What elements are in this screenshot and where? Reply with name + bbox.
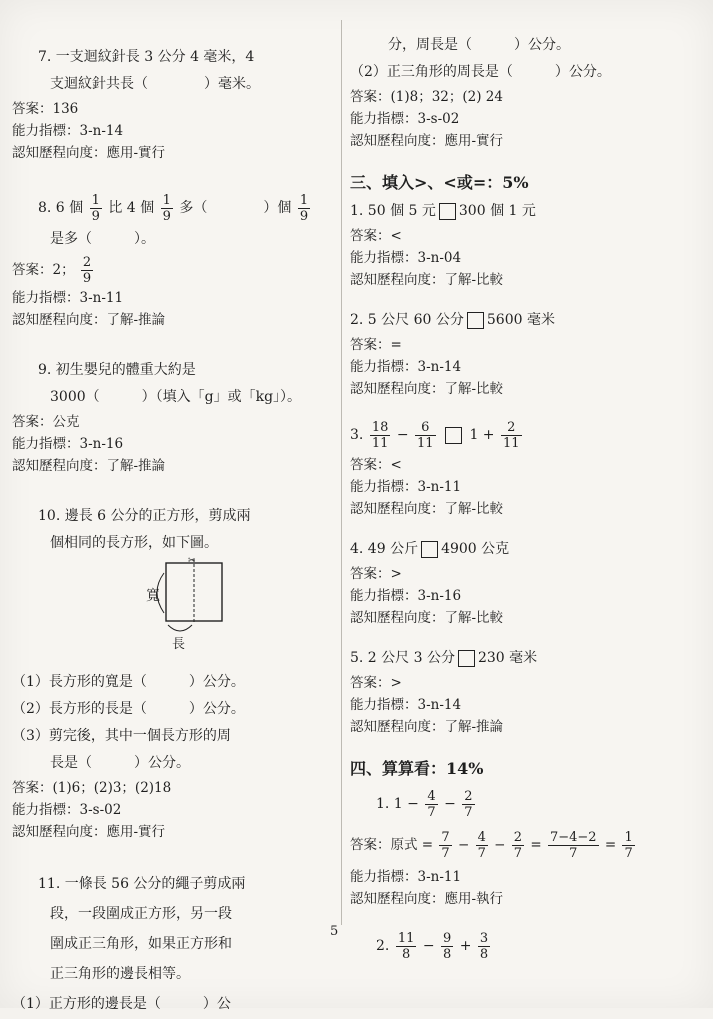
q10-sub1: （1）長方形的寬是（ ）公分。 [12,674,245,690]
q8-line2: 是多（ ）。 [50,231,155,247]
answer-box[interactable] [458,650,475,667]
q11-line4: 正三角形的邊長相等。 [50,966,190,982]
q7-cognition: 認知歷程向度：應用-實行 [12,145,166,161]
calc-1 [350,784,695,910]
fraction-4-7: $\frac{4}{7}$ [477,830,486,861]
f2-cognition: 認知歷程向度：了解-比較 [350,381,504,397]
f1-cognition: 認知歷程向度：了解-比較 [350,272,504,288]
question-11 [12,869,334,1019]
q10-sub2: （2）長方形的長是（ ）公分。 [12,701,245,717]
question-9 [12,357,334,477]
fraction-6-11: $\frac{6}{11}$ [417,419,434,451]
f1-answer: 答案：< [350,228,402,244]
q10-line1: 10. 邊長 6 公分的正方形，剪成兩 [38,508,251,524]
q11-cognition: 認知歷程向度：應用-實行 [350,133,504,149]
section-4-title: 四、算算看：14% [350,759,484,778]
answer-box[interactable] [467,312,484,329]
fraction-7-7: $\frac{7}{7}$ [441,830,450,861]
svg-text:✂: ✂ [188,557,196,566]
q9-cognition: 認知歷程向度：了解-推論 [12,458,166,474]
q10-line2: 個相同的長方形，如下圖。 [50,535,218,551]
f2-answer: 答案：= [350,337,402,353]
f2-indicator: 能力指標：3-n-14 [350,359,462,375]
q11-cont-line1: 分，周長是（ ）公分。 [388,37,570,53]
c1-question: 1. 1 − $\frac{4}{7}$ − $\frac{2}{7}$ [376,788,473,820]
f3-question: 3. $\frac{18}{11}$ − $\frac{6}{11}$ 1 + $\frac{2}{11}$ [350,419,520,451]
q11-answer: 答案：(1)8；32；(2) 24 [350,89,503,105]
q11-line3: 圍成正三角形，如果正方形和 [50,936,232,952]
label-length: 長 [172,637,186,652]
fraction-expression: $\frac{7-4-2}{7}$ [549,830,597,861]
fraction-one-ninth: $\frac{1}{9}$ [162,192,171,224]
f3-answer: 答案：< [350,457,402,473]
q9-answer: 答案：公克 [12,414,80,430]
q8-line1: 8. 6 個 $\frac{1}{9}$ 比 4 個 $\frac{1}{9}$ 多（ ）個 $\frac{1}{9}$ [38,192,309,224]
f3-cognition: 認知歷程向度：了解-比較 [350,501,504,517]
question-11-continued [350,32,695,152]
q11-cont-line2: （2）正三角形的周長是（ ）公分。 [350,64,611,80]
f4-indicator: 能力指標：3-n-16 [350,588,462,604]
c1-indicator: 能力指標：3-n-11 [350,869,462,885]
c2-question: 2. $\frac{11}{8}$ − $\frac{9}{8}$ + $\frac{3}{8}$ [376,930,489,962]
f4-answer: 答案：> [350,566,402,582]
question-10 [12,503,334,843]
c1-cognition: 認知歷程向度：應用-執行 [350,891,504,907]
answer-box[interactable] [439,203,456,220]
f5-cognition: 認知歷程向度：了解-推論 [350,719,504,735]
q7-answer: 答案：136 [12,101,79,117]
left-column [12,44,334,1019]
c1-answer: 答案：原式 = $\frac{7}{7}$ − $\frac{4}{7}$ − $\frac{2}{7}$ = $\frac{7-4-2}{7}$ = $\frac{1}{7}$ [350,830,633,861]
fill-3 [350,416,695,520]
q9-line2: 3000（ ）（填入「g」或「kg」）。 [50,389,302,405]
fraction-2-7: $\frac{2}{7}$ [513,830,523,861]
f5-indicator: 能力指標：3-n-14 [350,697,462,713]
fraction-11-8: $\frac{11}{8}$ [397,930,415,962]
f4-cognition: 認知歷程向度：了解-比較 [350,610,504,626]
fraction-one-ninth: $\frac{1}{9}$ [299,192,309,224]
q10-sub3b: 長是（ ）公分。 [50,755,190,771]
fill-4 [350,536,695,629]
q8-cognition: 認知歷程向度：了解-推論 [12,312,166,328]
column-divider [341,20,342,925]
f4-question: 4. 49 公斤 4900 公克 [350,541,510,557]
fraction-one-ninth: $\frac{1}{9}$ [91,192,100,224]
fraction-18-11: $\frac{18}{11}$ [371,419,389,451]
q7-line2: 支迴紋針共長（ ）毫米。 [50,76,260,92]
q10-answer: 答案：(1)6；(2)3；(2)18 [12,780,172,796]
question-7 [12,44,334,164]
q11-line2: 段，一段圍成正方形，另一段 [50,906,232,922]
fraction-4-7: $\frac{4}{7}$ [427,788,436,820]
q8-answer: 答案：2； $\frac{2}{9}$ [12,255,92,286]
q7-indicator: 能力指標：3-n-14 [12,123,124,139]
q9-line1: 9. 初生嬰兒的體重大約是 [38,362,196,378]
label-width: 寬 [146,588,160,604]
f3-indicator: 能力指標：3-n-11 [350,479,462,495]
fill-1 [350,198,695,291]
q10-sub3a: （3）剪完後，其中一個長方形的周 [12,728,231,744]
fraction-two-ninths: $\frac{2}{9}$ [82,255,92,286]
fill-5 [350,645,695,738]
q11-indicator: 能力指標：3-s-02 [350,111,460,127]
square-cut-diagram [12,557,334,669]
right-column [350,32,695,966]
fraction-1-7: $\frac{1}{7}$ [624,830,633,861]
q9-indicator: 能力指標：3-n-16 [12,436,124,452]
fraction-2-7: $\frac{2}{7}$ [464,788,473,820]
q8-indicator: 能力指標：3-n-11 [12,290,124,306]
page-number: 5 [330,924,339,939]
q11-line1: 11. 一條長 56 公分的繩子剪成兩 [38,876,246,892]
fraction-3-8: $\frac{3}{8}$ [479,930,489,962]
answer-box[interactable] [445,427,462,444]
f5-question: 5. 2 公尺 3 公分 230 毫米 [350,650,538,666]
f5-answer: 答案：> [350,675,402,691]
section-3-title: 三、填入>、<或=：5% [350,173,529,192]
square-diagram-svg [12,557,334,635]
fill-2 [350,307,695,400]
question-8 [12,190,334,331]
q7-line1: 7. 一支迴紋針長 3 公分 4 毫米，4 [38,49,255,65]
q10-cognition: 認知歷程向度：應用-實行 [12,824,166,840]
f2-question: 2. 5 公尺 60 公分 5600 毫米 [350,312,555,328]
fraction-9-8: $\frac{9}{8}$ [443,930,452,962]
q10-indicator: 能力指標：3-s-02 [12,802,122,818]
fraction-2-11: $\frac{2}{11}$ [503,419,520,451]
f1-indicator: 能力指標：3-n-04 [350,250,462,266]
q11-sub1: （1）正方形的邊長是（ ）公 [12,996,231,1012]
f1-question: 1. 50 個 5 元 300 個 1 元 [350,203,536,219]
calc-2 [350,926,695,966]
answer-box[interactable] [421,541,438,558]
